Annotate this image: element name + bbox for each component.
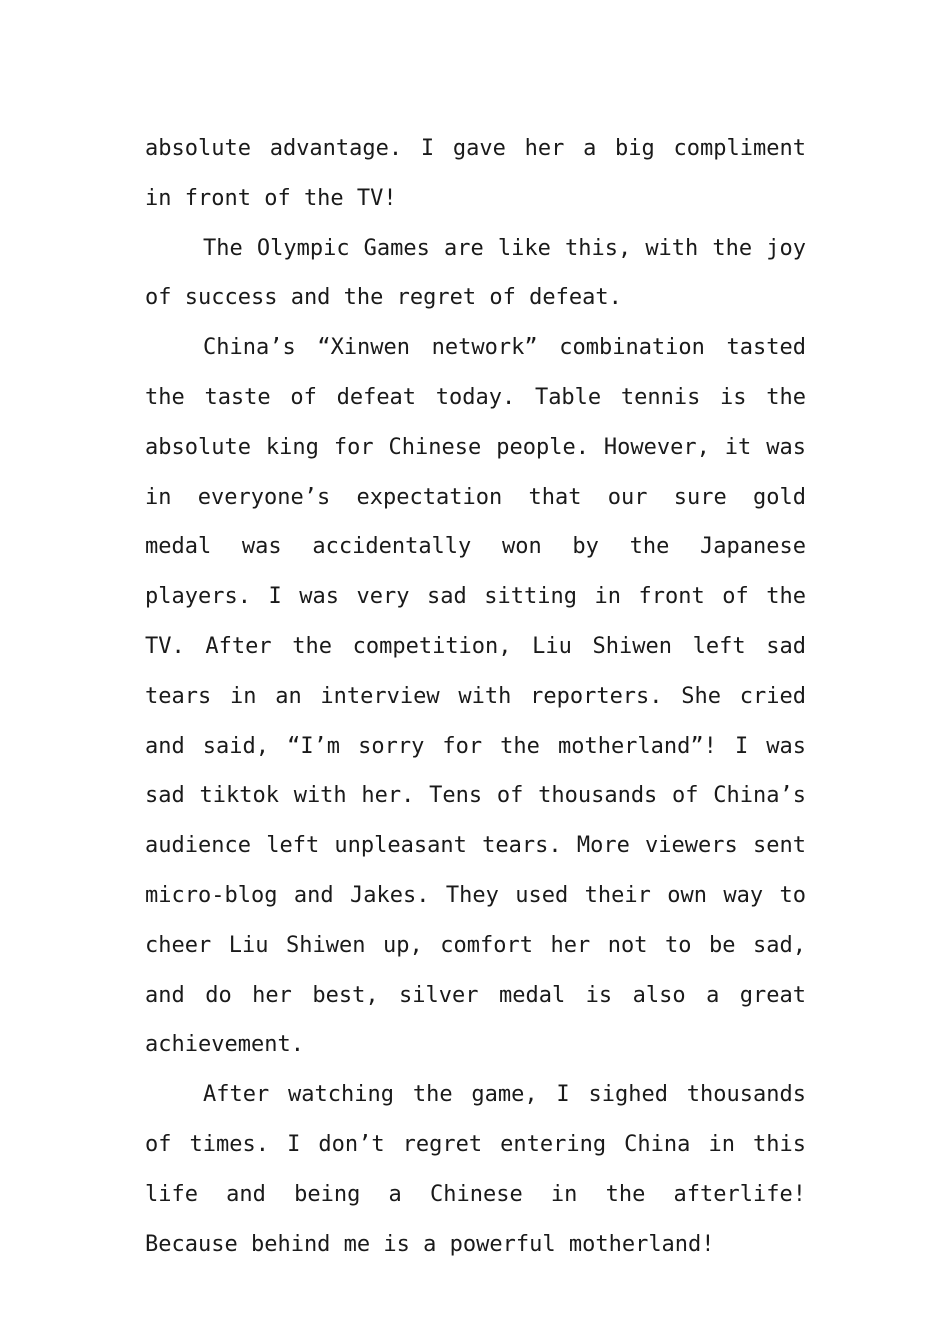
paragraph-defeat: China’s “Xinwen network” combination tasted the taste of defeat today. Table tennis is the absolute king for Chinese people. However, it was in everyone’s expectation that our sure gold medal was accidentally won by the Japanese players. I was very sad sitting in front of the TV. After the competition, Liu Shiwen left sad tears in an interview with reporters. She cried and said, “I’m sorry for the motherland”! I was sad tiktok with her. Tens of thousands of China’s audience left unpleasant tears. More viewers sent micro-blog and Jakes. They used their own way to cheer Liu Shiwen up, comfort her not to be sad, and do her best, silver medal is also a great achievement.	[145, 335, 806, 1058]
paragraph-continuation: absolute advantage. I gave her a big compliment in front of the TV!	[145, 136, 806, 211]
paragraph-conclusion: After watching the game, I sighed thousands of times. I don’t regret entering China in this life and being a Chinese in the afterlife! Because behind me is a powerful motherland!	[145, 1082, 806, 1257]
paragraph-olympic-games: The Olympic Games are like this, with the joy of success and the regret of defeat.	[145, 235, 806, 311]
document-body	[145, 124, 806, 1269]
